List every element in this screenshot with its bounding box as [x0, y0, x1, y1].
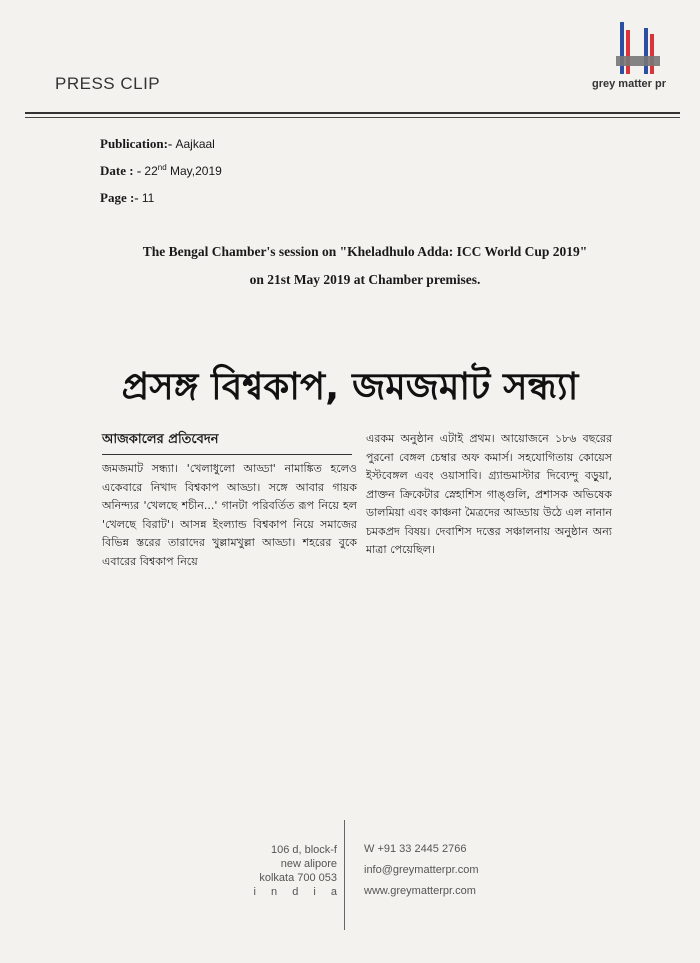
- clipping-headline: প্রসঙ্গ বিশ্বকাপ, জমজমাট সন্ধ্যা: [121, 365, 579, 408]
- address-line-4: i n d i a: [253, 886, 343, 898]
- page-label: Page :-: [100, 190, 139, 205]
- press-clip-label: PRESS CLIP: [55, 74, 161, 93]
- footer-contact: [364, 843, 479, 906]
- event-title-line2: on 21st May 2019 at Chamber premises.: [249, 272, 481, 287]
- footer-address: [237, 843, 343, 899]
- event-title-line1: The Bengal Chamber's session on "Kheladhulo Adda: ICC World Cup 2019": [142, 244, 588, 259]
- date-day: 22: [144, 164, 158, 178]
- page-line: [100, 190, 154, 206]
- grey-matter-logo: [600, 20, 670, 78]
- header-rule-thin: [25, 117, 680, 118]
- footer-divider: [344, 820, 345, 930]
- date-value: [144, 164, 221, 178]
- address-line-2: new alipore: [280, 858, 337, 870]
- address-line-3: kolkata 700 053: [259, 872, 337, 884]
- clipping-byline: আজকালের প্রতিবেদন: [102, 430, 352, 455]
- date-rest: May,2019: [170, 164, 222, 178]
- footer-email[interactable]: info@greymatterpr.com: [364, 864, 479, 876]
- clipping-column-1: জমজমাট সন্ধ্যা। 'খেলাধুলো আড্ডা' নামাঙ্কিত হলেও একেবারে নিখাদ বিশ্বকাপ আড্ডা। সঙ্গে আবার গায়ক অনিন্দ্যর 'খেলছে শচীন...' গানটা পরিবর্তিত রূপ নিয়ে হল 'খেলছে বিরাট'। আসন্ন ইংল্যান্ড বিশ্বকাপ নিয়ে সমাজের বিভিন্ন স্তরের তারাদের খুল্লামখুল্লা আড্ডা। শহরের বুকে এবারের বিশ্বকাপ নিয়ে: [102, 462, 357, 568]
- header-rule-thick: [25, 112, 680, 114]
- publication-line: [100, 136, 215, 152]
- logo-mark-icon: [616, 20, 660, 78]
- logo-text: grey matter pr: [592, 78, 666, 90]
- date-line: [100, 163, 222, 179]
- publication-label: Publication:-: [100, 136, 173, 151]
- date-label: Date : -: [100, 163, 142, 178]
- clipping-column-2: এরকম অনুষ্ঠান এটাই প্রথম। আয়োজনে ১৮৬ বছরের পুরনো বেঙ্গল চেম্বার অফ কমার্স। সহযোগিতায় কোয়েস ইস্টবেঙ্গল এবং ওয়াসাবি। গ্র্যান্ডমাস্টার দিব্যেন্দু বড়ুয়া, প্রাক্তন ক্রিকেটার স্নেহাশিস গাঙ্গুলি, প্রশাসক অভিষেক ডালমিয়া এবং কাঞ্চনা মৈত্রদের আড্ডায় উঠে এল নানান চমকপ্রদ বিষয়। দেবাশিস দত্তের সঞ্চালনায় অনুষ্ঠান অন্য মাত্রা পেয়েছিল।: [366, 432, 612, 556]
- footer-phone: W +91 33 2445 2766: [364, 843, 467, 855]
- footer-website[interactable]: www.greymatterpr.com: [364, 885, 476, 897]
- date-suffix: nd: [157, 163, 167, 172]
- address-line-1: 106 d, block-f: [270, 844, 337, 856]
- publication-value: Aajkaal: [175, 137, 215, 151]
- page-value: 11: [141, 191, 155, 205]
